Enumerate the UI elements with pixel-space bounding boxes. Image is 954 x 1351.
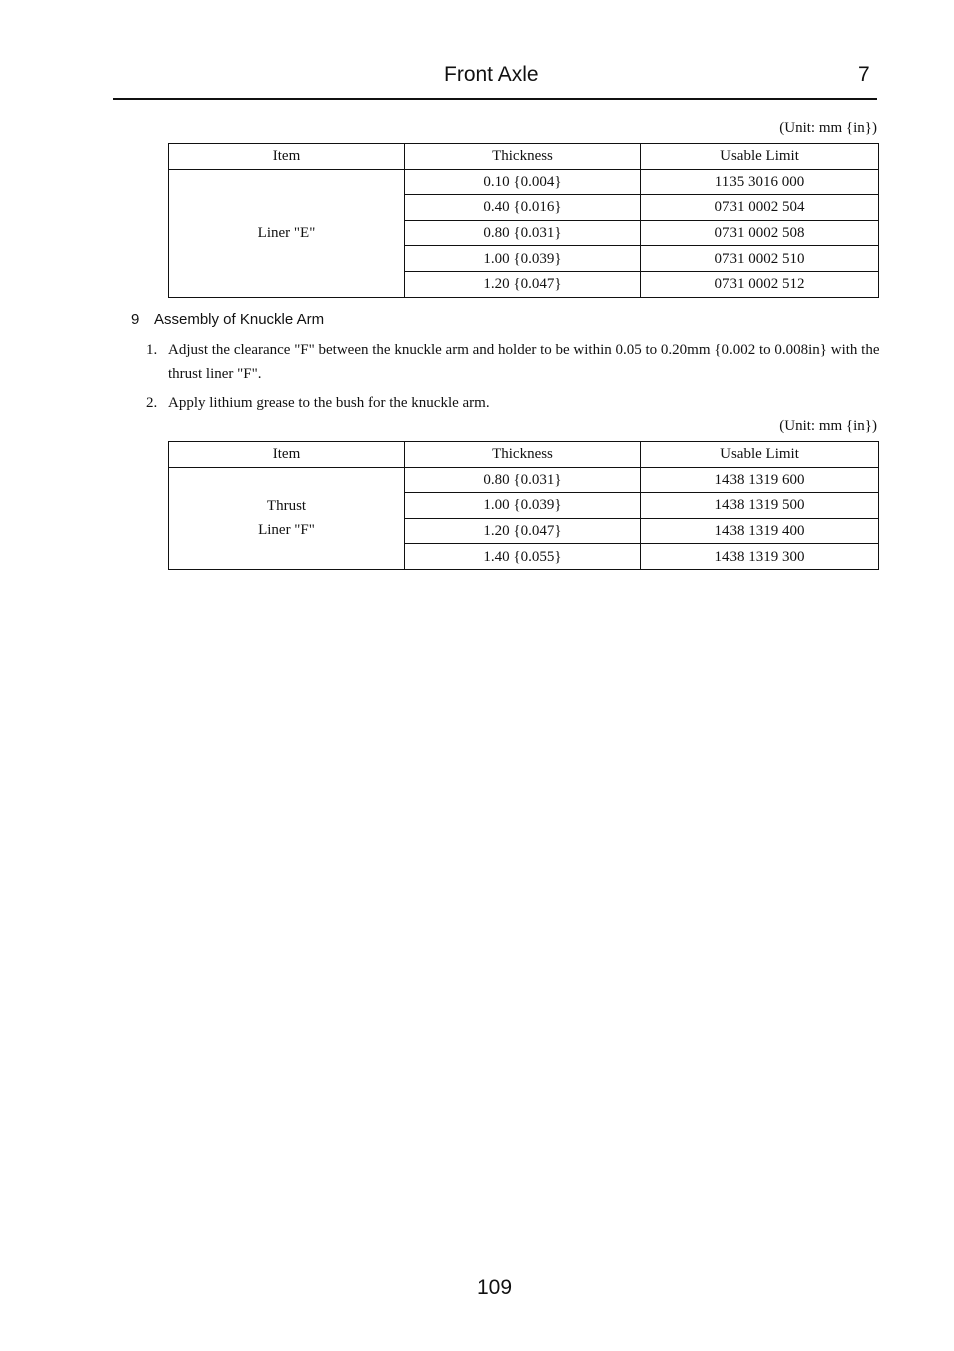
thrust-liner-f-table	[168, 441, 879, 570]
thickness-cell: 0.80 {0.031}	[405, 220, 641, 246]
column-header-thickness: Thickness	[405, 144, 641, 170]
item-label: Liner "E"	[257, 225, 316, 242]
item-cell	[169, 169, 405, 297]
item-cell	[169, 467, 405, 569]
usable-limit-cell: 1438 1319 600	[641, 467, 879, 493]
item-label-line-1: Thrust	[266, 498, 307, 515]
column-header-item: Item	[169, 442, 405, 468]
column-header-usable-limit: Usable Limit	[641, 144, 879, 170]
thickness-cell: 0.40 {0.016}	[405, 195, 641, 221]
procedure-steps	[146, 338, 880, 420]
usable-limit-cell: 1438 1319 500	[641, 493, 879, 519]
column-header-thickness: Thickness	[405, 442, 641, 468]
usable-limit-cell: 0731 0002 504	[641, 195, 879, 221]
usable-limit-cell: 1438 1319 300	[641, 544, 879, 570]
step-number: 1.	[146, 342, 158, 358]
thickness-cell: 1.20 {0.047}	[405, 518, 641, 544]
page-number: 109	[477, 1276, 513, 1299]
table2-unit-note: (Unit: mm {in})	[779, 418, 877, 434]
section-heading	[131, 310, 324, 330]
section-title: Assembly of Knuckle Arm	[154, 311, 325, 328]
thickness-cell: 1.40 {0.055}	[405, 544, 641, 570]
table-row	[169, 169, 879, 195]
liner-e-table	[168, 143, 879, 298]
thickness-cell: 0.10 {0.004}	[405, 169, 641, 195]
table-header-row	[169, 442, 879, 468]
usable-limit-cell: 0731 0002 510	[641, 246, 879, 272]
usable-limit-cell: 1135 3016 000	[641, 169, 879, 195]
usable-limit-cell: 1438 1319 400	[641, 518, 879, 544]
column-header-usable-limit: Usable Limit	[641, 442, 879, 468]
step-text: Apply lithium grease to the bush for the knuckle arm.	[168, 395, 490, 411]
table-header-row	[169, 144, 879, 170]
step-number: 2.	[146, 395, 158, 411]
table1-unit-note: (Unit: mm {in})	[779, 120, 877, 136]
column-header-item: Item	[169, 144, 405, 170]
thickness-cell: 1.00 {0.039}	[405, 246, 641, 272]
header-divider	[113, 98, 877, 100]
usable-limit-cell: 0731 0002 512	[641, 271, 879, 297]
item-label-line-2: Liner "F"	[258, 522, 315, 539]
list-item	[146, 391, 880, 415]
page-title: Front Axle	[444, 63, 539, 86]
step-text: Adjust the clearance "F" between the knuckle arm and holder to be within 0.05 to 0.20mm {0.002 to 0.008in} with the thrust liner "F".	[168, 342, 880, 382]
thickness-cell: 0.80 {0.031}	[405, 467, 641, 493]
thickness-cell: 1.20 {0.047}	[405, 271, 641, 297]
table-row	[169, 467, 879, 493]
chapter-number: 7	[858, 63, 870, 86]
thickness-cell: 1.00 {0.039}	[405, 493, 641, 519]
usable-limit-cell: 0731 0002 508	[641, 220, 879, 246]
section-number: 9	[131, 311, 140, 328]
list-item	[146, 338, 880, 386]
